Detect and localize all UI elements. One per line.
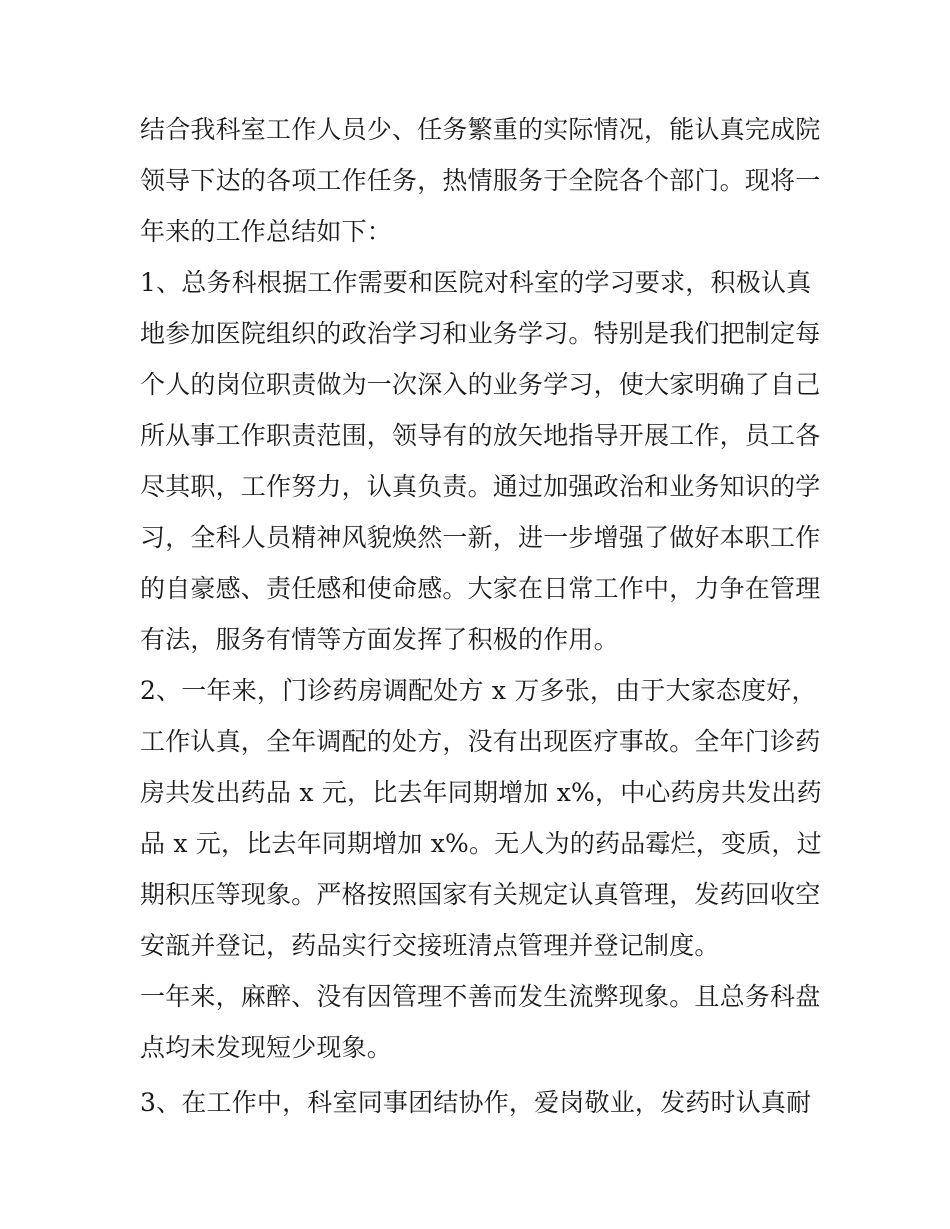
text-line-20: 3、在工作中，科室同事团结协作，爱岗敬业，发药时认真耐 xyxy=(140,1088,812,1117)
text-line-3: 年来的工作总结如下： xyxy=(140,217,393,246)
text-line-16: 期积压等现象。严格按照国家有关规定认真管理，发药回收空 xyxy=(140,880,821,909)
text-line-2: 领导下达的各项工作任务，热情服务于全院各个部门。现将一 xyxy=(140,166,821,195)
text-line-9: 习，全科人员精神风貌焕然一新，进一步增强了做好本职工作 xyxy=(140,523,821,552)
document-page xyxy=(140,104,830,1128)
text-line-6: 个人的岗位职责做为一次深入的业务学习，使大家明确了自己 xyxy=(140,370,821,399)
text-line-15: 品 x 元，比去年同期增加 x%。无人为的药品霉烂，变质，过 xyxy=(140,829,822,858)
text-line-7: 所从事工作职责范围，领导有的放矢地指导开展工作，员工各 xyxy=(140,421,821,450)
text-line-18: 一年来，麻醉、没有因管理不善而发生流弊现象。且总务科盘 xyxy=(140,982,821,1011)
text-line-12: 2、一年来，门诊药房调配处方 x 万多张，由于大家态度好， xyxy=(140,676,817,705)
text-line-19: 点均未发现短少现象。 xyxy=(140,1033,393,1062)
text-line-1: 结合我科室工作人员少、任务繁重的实际情况，能认真完成院 xyxy=(140,115,821,144)
text-line-13: 工作认真，全年调配的处方，没有出现医疗事故。全年门诊药 xyxy=(140,727,821,756)
text-line-17: 安瓿并登记，药品实行交接班清点管理并登记制度。 xyxy=(140,931,720,960)
text-line-4: 1、总务科根据工作需要和医院对科室的学习要求，积极认真 xyxy=(140,268,812,297)
text-line-5: 地参加医院组织的政治学习和业务学习。特别是我们把制定每 xyxy=(140,319,821,348)
text-line-8: 尽其职，工作努力，认真负责。通过加强政治和业务知识的学 xyxy=(140,472,821,501)
text-line-11: 有法，服务有情等方面发挥了积极的作用。 xyxy=(140,625,619,654)
text-line-14: 房共发出药品 x 元，比去年同期增加 x%，中心药房共发出药 xyxy=(140,778,822,807)
text-line-10: 的自豪感、责任感和使命感。大家在日常工作中，力争在管理 xyxy=(140,574,821,603)
